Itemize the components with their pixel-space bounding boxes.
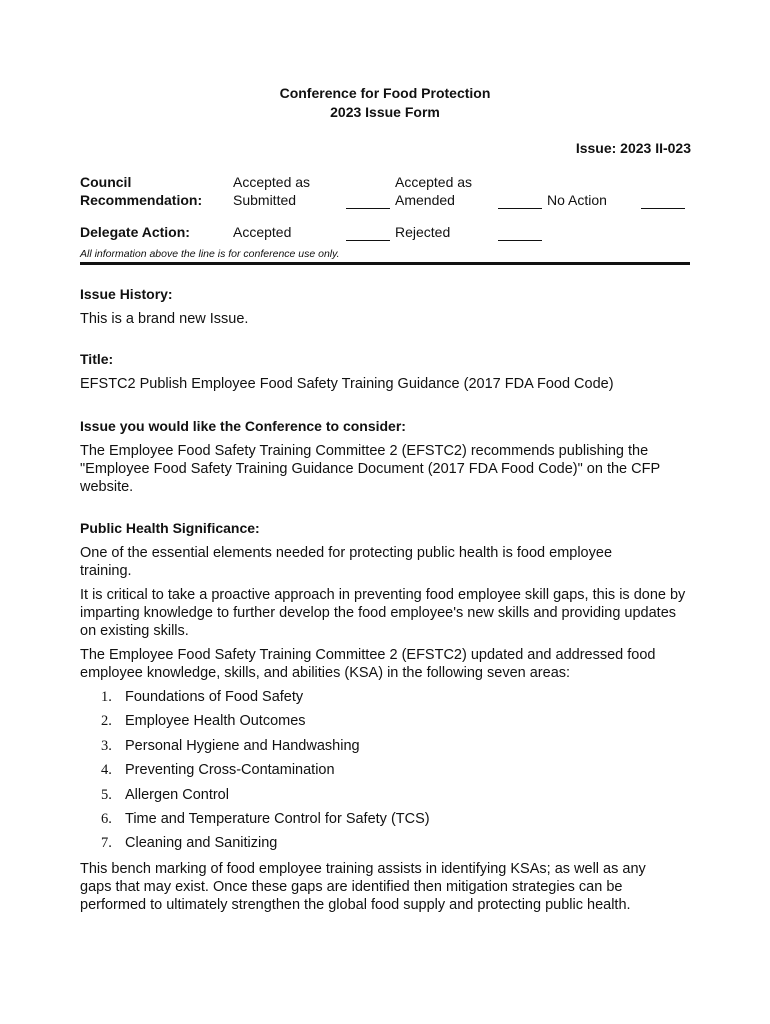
divider-rule xyxy=(80,262,690,265)
significance-heading: Public Health Significance: xyxy=(80,520,260,536)
title-heading: Title: xyxy=(80,351,114,367)
consider-heading: Issue you would like the Conference to consider: xyxy=(80,418,406,434)
delegate-rejected-blank[interactable] xyxy=(498,228,542,246)
list-item: 5. Allergen Control xyxy=(101,786,229,803)
list-item: 6. Time and Temperature Control for Safety (TCS) xyxy=(101,810,430,827)
issue-history-text: This is a brand new Issue. xyxy=(80,311,249,327)
significance-paragraph-3: The Employee Food Safety Training Committee 2 (EFSTC2) updated and addressed food employee knowledge, skills, and abilities (KSA) in the following seven areas: xyxy=(80,647,656,681)
list-item: 2. Employee Health Outcomes xyxy=(101,713,306,730)
delegate-accepted-blank[interactable] xyxy=(346,228,390,246)
significance-paragraph-4: This bench marking of food employee training assists in identifying KSAs; as well as any gaps that may exist. Once these gaps are identified then mitigation strategies can be performed to ultimately strengthen the global food supply and protecting public health. xyxy=(80,861,646,913)
delegate-label: Delegate Action: xyxy=(80,224,190,240)
delegate-option-rejected: Rejected xyxy=(395,224,451,240)
council-no-action-blank[interactable] xyxy=(641,196,685,214)
delegate-option-accepted: Accepted xyxy=(233,224,292,240)
list-item: 3. Personal Hygiene and Handwashing xyxy=(101,737,360,754)
issue-number: Issue: 2023 II-023 xyxy=(575,140,691,156)
council-submitted-blank[interactable] xyxy=(346,196,390,214)
council-label-line2: Recommendation: xyxy=(80,192,203,208)
council-option-amended-line2: Amended xyxy=(395,192,455,208)
title-text: EFSTC2 Publish Employee Food Safety Training Guidance (2017 FDA Food Code) xyxy=(80,376,614,392)
form-subheading: 2023 Issue Form xyxy=(330,104,440,120)
council-option-submitted-line2: Submitted xyxy=(233,192,297,208)
issue-history-heading: Issue History: xyxy=(80,286,173,302)
council-amended-blank[interactable] xyxy=(498,196,542,214)
form-heading: Conference for Food Protection xyxy=(279,85,491,101)
council-label: Council xyxy=(80,174,132,190)
council-option-no-action: No Action xyxy=(547,192,607,208)
ksa-areas-list xyxy=(101,688,430,859)
significance-paragraph-1: One of the essential elements needed for protecting public health is food employee training. xyxy=(80,545,613,579)
conference-use-note: All information above the line is for conference use only. xyxy=(80,248,340,260)
list-item: 7. Cleaning and Sanitizing xyxy=(101,835,278,852)
list-item: 4. Preventing Cross-Contamination xyxy=(101,762,335,779)
consider-text: The Employee Food Safety Training Committee 2 (EFSTC2) recommends publishing the "Employee Food Safety Training Guidance Document (2017 FDA Food Code)" on the CFP website. xyxy=(80,443,660,495)
list-item: 1. Foundations of Food Safety xyxy=(101,689,304,705)
council-option-amended: Accepted as xyxy=(395,174,473,190)
council-option-submitted: Accepted as xyxy=(233,174,311,190)
significance-paragraph-2: It is critical to take a proactive approach in preventing food employee skill gaps, this is done by imparting knowledge to further develop the food employee's new skills and providing updates on existing skills. xyxy=(80,587,686,639)
